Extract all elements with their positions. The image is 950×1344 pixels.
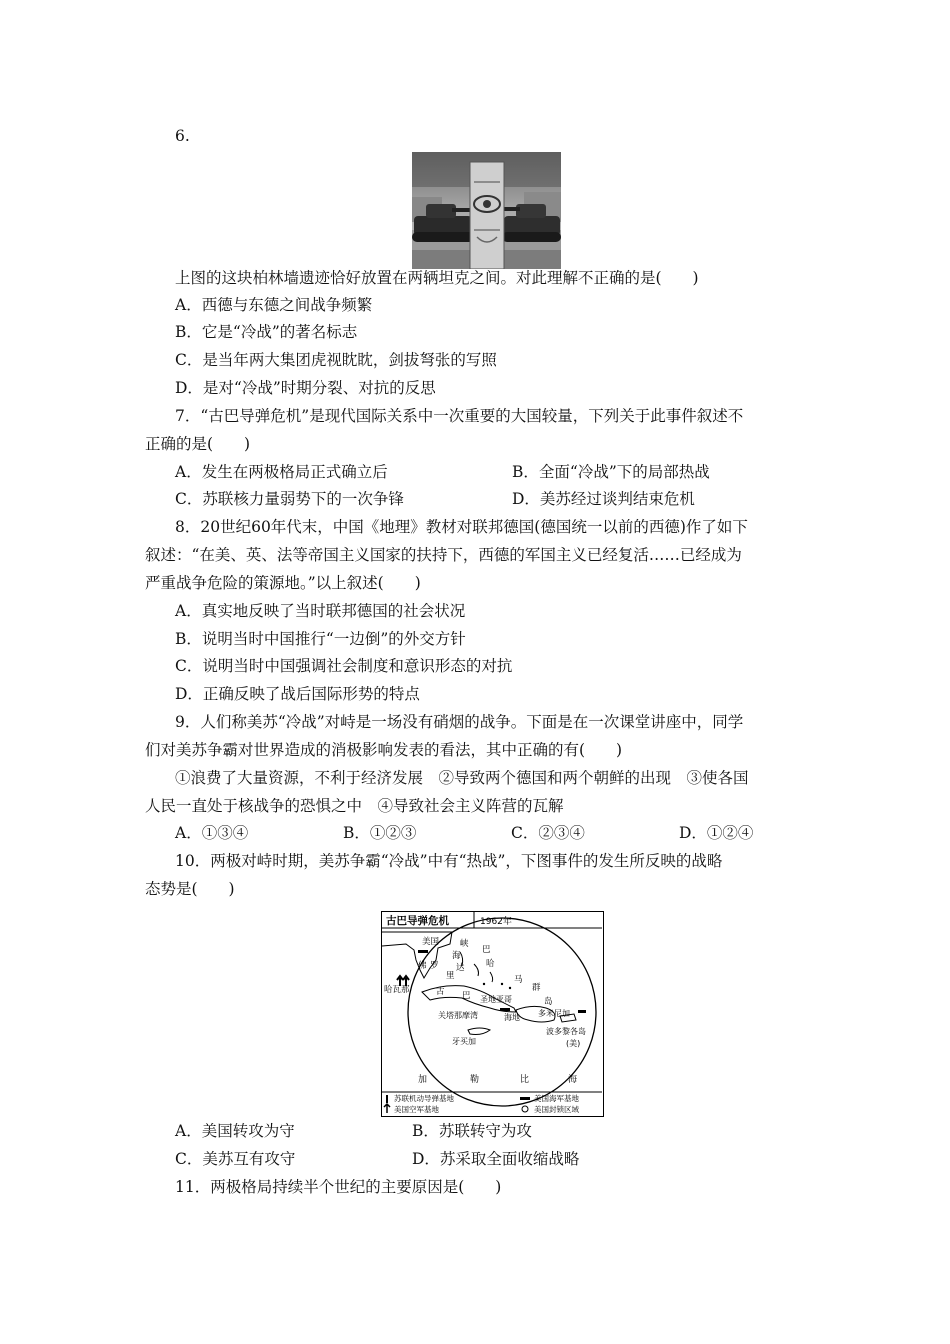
q9-option-b: B．①②③ <box>343 824 417 842</box>
map-label-bahamas: 哈 <box>486 959 495 969</box>
q11-stem: 11．两极格局持续半个世纪的主要原因是( ) <box>175 1178 502 1196</box>
map-label-cuba: 古 <box>436 987 445 997</box>
map-label-caribbean: 海 <box>568 1075 578 1085</box>
map-label-dominica: 多米尼加 <box>538 1009 570 1018</box>
q9-statement-line2: 人民一直处于核战争的恐惧之中 ④导致社会主义阵营的瓦解 <box>145 797 564 815</box>
airbase-legend-icon <box>384 1104 390 1113</box>
q8-stem-line3: 严重战争危险的策源地。”以上叙述( ) <box>145 574 421 592</box>
berlin-wall-photo <box>412 152 561 269</box>
q9-option-a: A．①③④ <box>175 824 249 842</box>
map-label-puerto-rico-us: (美) <box>566 1039 581 1048</box>
q6-stem: 上图的这块柏林墙遗迹恰好放置在两辆坦克之间。对此理解不正确的是( ) <box>175 269 699 287</box>
q7-stem-line2: 正确的是( ) <box>145 435 251 453</box>
map-label-usa: 美国 <box>422 937 440 947</box>
q9-option-c: C．②③④ <box>511 824 585 842</box>
q10-option-a: A．美国转攻为守 <box>175 1122 295 1140</box>
map-label-florida: 达 <box>456 963 465 973</box>
q6-option-a: A．西德与东德之间战争频繁 <box>175 296 373 314</box>
naval-base-legend-icon <box>520 1097 530 1100</box>
map-label-bahamas: 群 <box>532 983 541 993</box>
legend-us-airbase: 美国空军基地 <box>394 1105 439 1114</box>
map-title: 古巴导弹危机 <box>386 915 449 927</box>
q7-option-b: B．全面“冷战”下的局部热战 <box>512 463 710 481</box>
map-label-caribbean: 加 <box>418 1075 428 1085</box>
q7-option-c: C．苏联核力量弱势下的一次争锋 <box>175 490 404 508</box>
map-label-florida: 罗 <box>430 961 439 971</box>
map-label-bahamas: 马 <box>514 975 523 985</box>
legend-blockade: 美国封锁区域 <box>534 1105 579 1114</box>
q8-stem-line2: 叙述：“在美、英、法等帝国主义国家的扶持下，西德的军国主义已经复活……已经成为 <box>145 546 742 564</box>
q9-stem-line2: 们对美苏争霸对世界造成的消极影响发表的看法，其中正确的有( ) <box>145 741 623 759</box>
legend-soviet-missile: 苏联机动导弹基地 <box>394 1094 454 1103</box>
berlin-wall-tanks-image <box>412 152 561 269</box>
q7-option-a: A．发生在两极格局正式确立后 <box>175 463 388 481</box>
q10-stem-line1: 10．两极对峙时期，美苏争霸“冷战”中有“热战”，下图事件的发生所反映的战略 <box>175 852 723 870</box>
q10-stem-line2: 态势是( ) <box>145 880 235 898</box>
us-naval-base-icon <box>578 1010 586 1013</box>
map-label-havana: 哈瓦那 <box>384 985 410 995</box>
q10-option-d: D．苏采取全面收缩战略 <box>412 1150 580 1168</box>
q6-option-d: D．是对“冷战”时期分裂、对抗的反思 <box>175 379 436 397</box>
cuban-missile-crisis-map <box>381 911 604 1117</box>
map-year: 1962年 <box>480 917 512 927</box>
q10-option-c: C．美苏互有攻守 <box>175 1150 296 1168</box>
q6-number: 6. <box>175 127 190 145</box>
q7-option-d: D．美苏经过谈判结束危机 <box>512 490 695 508</box>
q6-option-b: B．它是“冷战”的著名标志 <box>175 323 358 341</box>
q9-statement-line1: ①浪费了大量资源，不利于经济发展 ②导致两个德国和两个朝鲜的出现 ③使各国 <box>175 769 749 787</box>
q9-option-d: D．①②④ <box>679 824 754 842</box>
q8-stem-line1: 8．20世纪60年代末，中国《地理》教材对联邦德国(德国统一以前的西德)作了如下 <box>175 518 748 536</box>
map-label-bahamas: 岛 <box>544 997 553 1007</box>
jamaica-island <box>468 1028 490 1035</box>
q8-option-a: A．真实地反映了当时联邦德国的社会状况 <box>175 602 466 620</box>
map-label-caribbean: 比 <box>520 1075 530 1085</box>
map-label-cuba: 巴 <box>462 991 471 1001</box>
map-label-bahamas: 巴 <box>482 945 491 955</box>
map-label-guantanamo: 关塔那摩湾 <box>438 1011 478 1020</box>
q7-stem-line1: 7．“古巴导弹危机”是现代国际关系中一次重要的大国较量，下列关于此事件叙述不 <box>175 407 744 425</box>
map-label-santiago: 圣地亚哥 <box>480 995 512 1004</box>
map-label-strait: 海 <box>452 951 461 961</box>
q9-stem-line1: 9．人们称美苏“冷战”对峙是一场没有硝烟的战争。下面是在一次课堂讲座中，同学 <box>175 713 744 731</box>
blockade-legend-icon <box>522 1106 528 1112</box>
us-naval-base-icon <box>500 1008 510 1011</box>
q8-option-d: D．正确反映了战后国际形势的特点 <box>175 685 420 703</box>
q10-option-b: B．苏联转守为攻 <box>412 1122 532 1140</box>
map-label-florida: 里 <box>446 971 455 981</box>
map-label-jamaica: 牙买加 <box>452 1037 476 1046</box>
map-label-puerto-rico: 波多黎各岛 <box>546 1027 586 1036</box>
q8-option-c: C．说明当时中国强调社会制度和意识形态的对抗 <box>175 657 513 675</box>
map-label-caribbean: 勒 <box>470 1075 480 1085</box>
q8-option-b: B．说明当时中国推行“一边倒”的外交方针 <box>175 630 466 648</box>
map-label-haiti: 海地 <box>504 1013 520 1022</box>
map-label-strait: 峡 <box>460 939 469 949</box>
us-naval-base-icon <box>418 950 428 953</box>
q6-option-c: C．是当年两大集团虎视眈眈，剑拔弩张的写照 <box>175 351 497 369</box>
legend-us-navalbase: 美国海军基地 <box>534 1094 579 1103</box>
map-label-florida: 佛 <box>418 961 427 971</box>
